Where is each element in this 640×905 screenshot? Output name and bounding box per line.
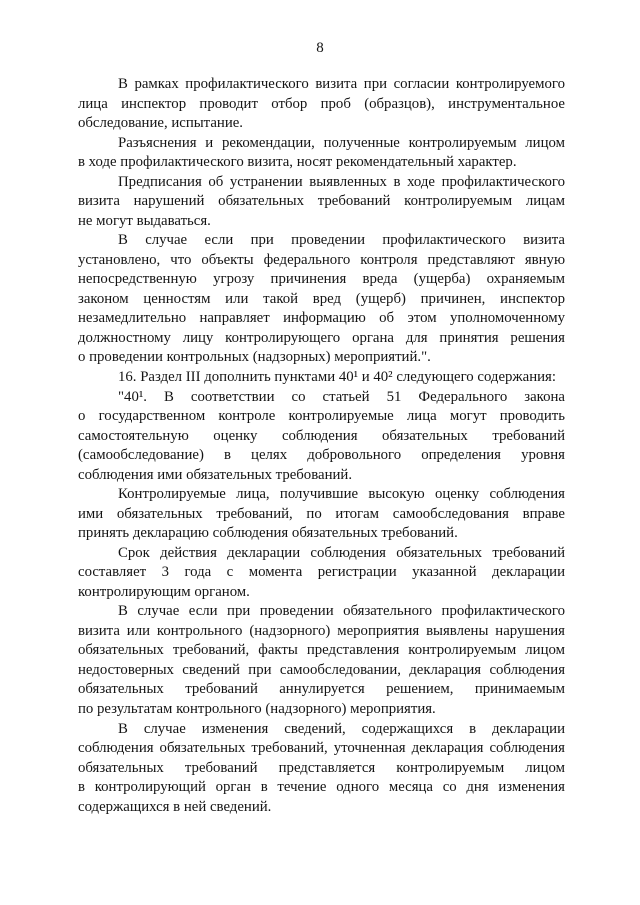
text-line: Срок действия декларации соблюдения обязательных требований	[118, 544, 565, 561]
text-line: соблюдения обязательных требований, уточненная декларация соблюдения	[78, 740, 565, 757]
paragraph	[78, 485, 565, 544]
text-line: незамедлительно направляет информацию об этом уполномоченному	[78, 310, 565, 327]
text-line: непосредственную угрозу причинения вреда (ущерба) охраняемым	[78, 271, 565, 288]
text-line: о государственном контроле контролируемые лица могут проводить	[78, 408, 565, 425]
text-line: Контролируемые лица, получившие высокую оценку соблюдения	[118, 486, 565, 503]
text-line: визита нарушений обязательных требований контролируемым лицам	[78, 193, 565, 210]
text-line: В рамках профилактического визита при согласии контролируемого	[118, 76, 565, 92]
text-line: контролирующим органом.	[78, 583, 250, 600]
text-line: законом ценностям или такой вред (ущерб) причинен, инспектор	[78, 290, 565, 307]
paragraph	[78, 75, 565, 134]
text-line: (самообследование) в целях добровольного определения уровня	[78, 447, 565, 464]
text-line: "40¹. В соответствии со статьей 51 Федерального закона	[118, 388, 565, 405]
paragraph	[78, 602, 565, 719]
text-line: Разъяснения и рекомендации, полученные контролируемым лицом	[118, 134, 565, 151]
text-line: визита или контрольного (надзорного) мероприятия выявлены нарушения	[78, 622, 565, 639]
paragraph	[78, 134, 565, 173]
text-line: в ходе профилактического визита, носят рекомендательный характер.	[78, 154, 517, 171]
text-line: должностному лицу контролирующего органа для принятия решения	[78, 329, 565, 346]
text-line: по результатам контрольного (надзорного) мероприятия.	[78, 701, 436, 717]
text-line: обязательных требований аннулируется решением, принимаемым	[78, 681, 565, 698]
text-line: Предписания об устранении выявленных в ходе профилактического	[118, 173, 565, 190]
page-number: 8	[316, 40, 324, 56]
paragraph	[78, 231, 565, 368]
paragraph	[78, 173, 565, 232]
text-line: принять декларацию соблюдения обязательных требований.	[78, 525, 458, 542]
text-line: установлено, что объекты федерального контроля представляют явную	[78, 251, 565, 268]
paragraph	[78, 388, 565, 486]
text-line: ими обязательных требований, по итогам самообследования вправе	[78, 505, 565, 522]
text-line: 16. Раздел III дополнить пунктами 40¹ и 40² следующего содержания:	[118, 368, 556, 385]
text-line: составляет 3 года с момента регистрации указанной декларации	[78, 564, 565, 581]
text-line: не могут выдаваться.	[78, 212, 211, 229]
text-line: В случае изменения сведений, содержащихся в декларации	[118, 720, 565, 737]
paragraph	[78, 720, 565, 818]
paragraph	[78, 544, 565, 603]
paragraph	[78, 368, 565, 388]
text-line: обязательных требований, факты представления контролируемым лицом	[78, 642, 565, 659]
text-line: содержащихся в ней сведений.	[78, 798, 272, 815]
text-line: недостоверных сведений при самообследовании, декларация соблюдения	[78, 661, 565, 678]
text-line: соблюдения ими обязательных требований.	[78, 466, 353, 483]
text-line: лица инспектор проводит отбор проб (образцов), инструментальное	[78, 95, 565, 112]
text-line: самостоятельную оценку соблюдения обязательных требований	[78, 427, 565, 444]
text-line: о проведении контрольных (надзорных) мероприятий.".	[78, 349, 431, 366]
text-line: обязательных требований представляется контролируемым лицом	[78, 759, 565, 776]
document-body	[78, 75, 565, 817]
text-line: в контролирующий орган в течение одного месяца со дня изменения	[78, 779, 565, 796]
text-line: обследование, испытание.	[78, 115, 244, 132]
text-line: В случае если при проведении обязательного профилактического	[118, 603, 565, 620]
text-line: В случае если при проведении профилактического визита	[118, 232, 565, 249]
